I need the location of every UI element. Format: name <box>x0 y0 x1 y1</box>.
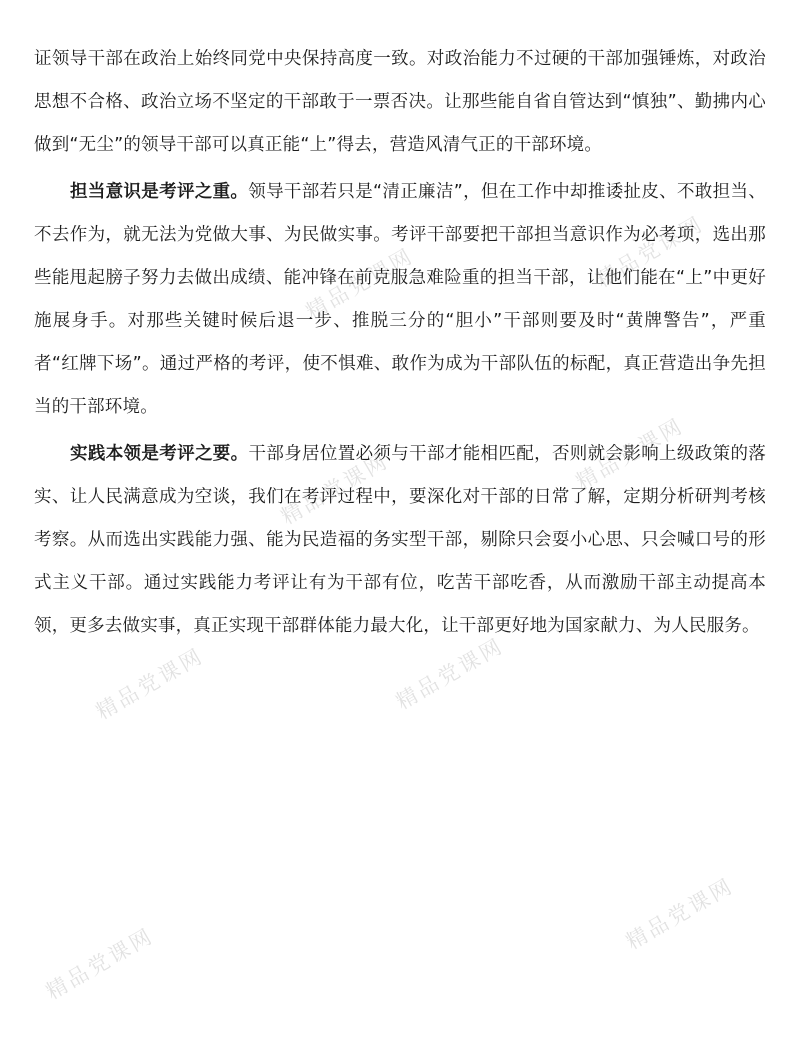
watermark-text: 精品党课网 <box>277 448 393 530</box>
document-body <box>34 38 766 648</box>
watermark-text: 精品党课网 <box>572 413 688 495</box>
paragraph-1 <box>34 38 766 167</box>
watermark-text: 精品党课网 <box>392 633 508 715</box>
paragraph-2-lead: 担当意识是考评之重。 <box>70 182 249 202</box>
watermark-text: 精品党课网 <box>592 211 708 293</box>
watermark-text: 精品党课网 <box>302 243 418 325</box>
paragraph-2-text: 领导干部若只是“清正廉洁”，但在工作中却推诿扯皮、不敢担当、不去作为，就无法为党做大事、为民做实事。考评干部要把干部担当意识作为必考项，选出那些能甩起膀子努力去做出成绩、能冲锋在前克服急难险重的担当干部，让他们能在“上”中更好施展身手。对那些关键时候后退一步、推脱三分的“胆小”干部则要及时“黄牌警告”，严重者“红牌下场”。通过严格的考评，使不惧难、敢作为成为干部队伍的标配，真正营造出争先担当的干部环境。 <box>34 182 766 417</box>
paragraph-1-text: 证领导干部在政治上始终同党中央保持高度一致。对政治能力不过硬的干部加强锤炼，对政治思想不合格、政治立场不坚定的干部敢于一票否决。让那些能自省自管达到“慎独”、勤拂内心做到“无尘”的领导干部可以真正能“上”得去，营造风清气正的干部环境。 <box>34 49 766 155</box>
paragraph-2 <box>34 171 766 429</box>
paragraph-3-lead: 实践本领是考评之要。 <box>70 444 249 464</box>
paragraph-3-text: 干部身居位置必须与干部才能相匹配，否则就会影响上级政策的落实、让人民满意成为空谈，我们在考评过程中，要深化对干部的日常了解，定期分析研判考核考察。从而选出实践能力强、能为民造福的务实型干部，剔除只会耍小心思、只会喊口号的形式主义干部。通过实践能力考评让有为干部有位，吃苦干部吃香，从而激励干部主动提高本领，更多去做实事，真正实现干部群体能力最大化，让干部更好地为国家献力、为人民服务。 <box>34 444 766 636</box>
watermark-text: 精品党课网 <box>622 873 738 955</box>
watermark-text: 精品党课网 <box>42 923 158 1005</box>
paragraph-3 <box>34 433 766 648</box>
watermark-text: 精品党课网 <box>92 643 208 725</box>
